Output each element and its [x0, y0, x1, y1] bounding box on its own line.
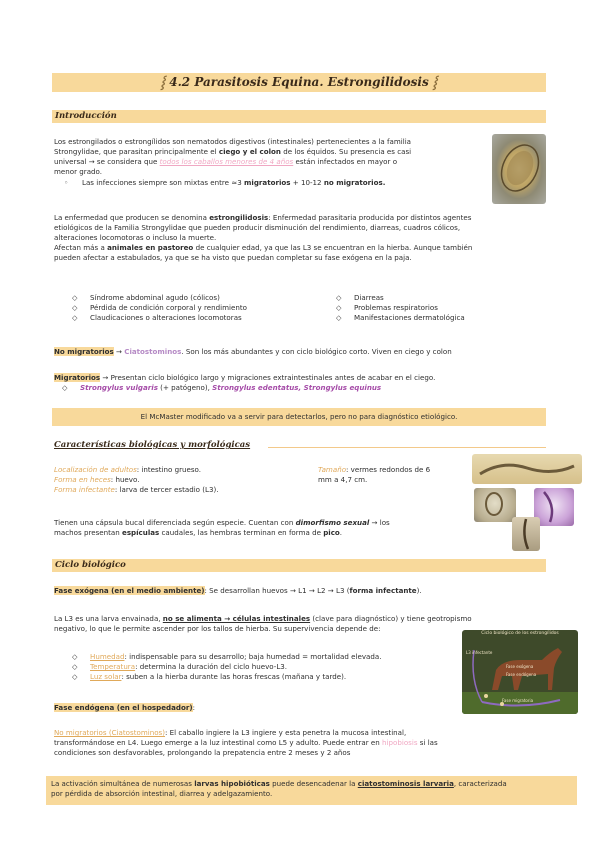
list-item: [336, 303, 546, 313]
caract-line: [54, 528, 454, 538]
highlight-label: Fase endógena (en el hospedador): [54, 703, 193, 712]
list-item-text: Claudicaciones o alteraciones locomotoras: [90, 313, 242, 323]
list-item: [72, 662, 472, 672]
text: (clave para diagnóstico) y tiene geotropismo: [310, 614, 472, 623]
text: : vermes redondos de 6: [346, 465, 431, 474]
page-title-text: 4.2 Parasitosis Equina. Estrongilidosis: [169, 75, 429, 89]
egg-microscope-icon: [492, 134, 546, 204]
orange-label: Localización de adultos: [54, 465, 137, 474]
intro-line: [54, 147, 490, 157]
endogena-paragraph: [54, 728, 548, 758]
caract-line: [54, 485, 310, 495]
list-item-text: [90, 652, 381, 662]
bullet-icon: ◇: [62, 383, 68, 393]
bold-text: animales en pastoreo: [107, 243, 194, 253]
ciatostominosis-note: [46, 776, 577, 805]
worm-image-2: [474, 488, 516, 522]
intro-line: etiológicos de la Familia Strongylidae que pueden producir disminución del rendimiento, diarreas, cuadros cólicos,: [54, 223, 461, 233]
text: de cualquier edad, ya que las L3 se encuentran en la hierba. Aunque también: [193, 243, 473, 253]
intro-line: Los estrongilados o estrongílidos son nematodos digestivos (intestinales) pertenecientes a la familia: [54, 137, 412, 146]
list-item: [72, 293, 312, 303]
list-item: [336, 313, 546, 323]
text: están infectados en mayor o: [293, 157, 398, 167]
text: : Se desarrollan huevos → L1 → L2 → L3 (: [204, 586, 350, 595]
fase-exogena-line: [54, 586, 548, 596]
diagram-label: L3 infectante: [466, 650, 493, 655]
diagram-label: Fase migratoria: [502, 698, 534, 703]
text: :: [192, 703, 195, 712]
spicule-icon: [534, 488, 574, 526]
orange-label: Forma infectante: [54, 485, 115, 495]
migratorios-line: [54, 373, 548, 383]
fase-endogena-line: [54, 703, 454, 713]
flourish-left-icon: ⸾: [160, 75, 166, 89]
text: Afectan más a: [54, 243, 108, 253]
text: Tienen una cápsula bucal diferenciada según especie. Cuentan con: [54, 518, 296, 527]
note-text: El McMaster modificado va a servir para detectarlos, pero no para diagnóstico etiológico.: [140, 412, 458, 421]
text: : El caballo ingiere la L3 ingiere y esta penetra la mucosa intestinal,: [165, 728, 407, 737]
species-text: Strongylus edentatus, Strongylus equinus: [212, 383, 382, 393]
bold-text: no migratorios.: [323, 178, 386, 188]
symptoms-list-right: [336, 293, 546, 323]
text: .: [339, 528, 343, 538]
bold-text: no se alimenta → células intestinales: [162, 614, 311, 623]
text: machos presentan: [54, 528, 123, 538]
highlight-label: Migratorios: [54, 373, 101, 382]
life-cycle-diagram: [462, 630, 578, 714]
list-item-text: Manifestaciones dermatológica: [354, 313, 465, 323]
text: de los équidos. Su presencia es casi: [280, 147, 412, 157]
diagram-label: Fase endógena: [506, 672, 537, 677]
list-item: [72, 672, 472, 682]
section-heading-caract: [54, 439, 548, 452]
note-line: [51, 779, 572, 789]
endo-line: [54, 728, 548, 738]
text: : huevo.: [110, 475, 140, 485]
l3-line: negativo, lo que le permite ascender por los tallos de hierba. Su supervivencia depende de:: [54, 624, 381, 634]
intro-line: menor grado.: [54, 167, 103, 177]
text: La enfermedad que producen se denomina: [54, 213, 210, 222]
text: : intestino grueso.: [136, 465, 202, 474]
orange-label: No migratorios (Ciatostominos): [54, 728, 166, 737]
caract-right: [318, 465, 458, 485]
text: puede desencadenar la: [269, 779, 358, 788]
text: (+ patógeno),: [157, 383, 213, 393]
list-item: [72, 313, 312, 323]
text: transformándose en L4. Luego emerge a la luz intestinal como L5 y adulto. Puede entrar en: [54, 738, 383, 748]
caract-line: [54, 475, 310, 485]
list-item-text: Problemas respiratorios: [354, 303, 438, 313]
text: ).: [416, 586, 422, 595]
ciclo-heading-text: Ciclo biológico: [55, 560, 126, 570]
no-migratorios-line: [54, 347, 548, 357]
text: → Presentan ciclo biológico largo y migraciones extraintestinales antes de acabar en el ciego.: [100, 373, 436, 382]
endo-line: [54, 738, 548, 748]
intro-paragraph-1: [54, 137, 490, 188]
pink-text: hipobiosis: [382, 738, 418, 748]
symptoms-list-left: [72, 293, 312, 323]
parasite-egg-image: [492, 134, 546, 204]
text: Strongylidae, que parasitan principalmente el: [54, 147, 219, 157]
text: + 10-12: [290, 178, 324, 188]
list-item-text: Diarreas: [354, 293, 384, 302]
bullet-icon: ◇: [72, 652, 78, 661]
orange-label: Luz solar: [90, 672, 122, 682]
worm-image-4: [512, 517, 540, 551]
section-heading-ciclo: [52, 559, 546, 572]
orange-label: Forma en heces: [54, 475, 111, 485]
text: : determina la duración del ciclo huevo-L3.: [135, 662, 288, 672]
caract-line: mm a 4,7 cm.: [318, 475, 368, 485]
migratorios-block: [54, 373, 548, 393]
text: La activación simultánea de numerosas: [51, 779, 195, 788]
bold-text: pico: [323, 528, 340, 538]
bold-text: ciatostominosis larvaria: [357, 779, 454, 788]
caract-line: [54, 465, 310, 475]
text: : Enfermedad parasitaria producida por distintos agentes: [268, 213, 472, 222]
pink-text: todos los caballos menores de 4 años: [159, 157, 294, 167]
list-item-text: Síndrome abdominal agudo (cólicos): [90, 293, 220, 302]
bullet-icon: ◇: [336, 293, 342, 302]
list-item: [72, 303, 312, 313]
text: caudales, las hembras terminan en forma de: [159, 528, 324, 538]
bold-text: espículas: [122, 528, 160, 538]
intro-line: [54, 243, 548, 253]
bold-text: larvas hipobióticas: [194, 779, 270, 788]
caract-line: [318, 465, 458, 475]
orange-label: Humedad: [90, 652, 125, 661]
list-item-text: [90, 672, 346, 682]
arrow-text: →: [113, 347, 125, 356]
tail-icon: [512, 517, 540, 551]
list-item: [64, 178, 490, 188]
caract-paragraph: [54, 518, 454, 538]
orange-label: Tamaño: [318, 465, 347, 474]
bullet-icon: ◇: [72, 293, 78, 302]
factors-list: [72, 652, 472, 682]
flourish-right-icon: ⸾: [432, 75, 438, 89]
list-item-text: Pérdida de condición corporal y rendimiento: [90, 303, 247, 313]
capsule-icon: [474, 488, 516, 522]
bullet-icon: ◇: [72, 303, 78, 313]
bullet-icon: ◇: [336, 313, 342, 323]
worm-image-1: [472, 454, 582, 484]
worm-image-3: [534, 488, 574, 526]
intro-line: pueden afectar a estabulados, ya que se ha visto que puedan completar su fase exógena en la paja.: [54, 253, 412, 263]
list-item: [62, 383, 548, 393]
text: → los: [369, 518, 390, 527]
text: si las: [417, 738, 438, 748]
bullet-icon: ◇: [72, 672, 78, 682]
caract-heading-text: Características biológicas y morfológicas: [54, 440, 251, 450]
text: universal → se considera que: [54, 157, 160, 167]
caract-left: [54, 465, 310, 495]
text: . Son los más abundantes y con ciclo biológico corto. Viven en ciego y colon: [181, 347, 452, 356]
bold-text: estrongilidosis: [209, 213, 269, 222]
caract-line: [54, 518, 454, 528]
text: : larva de tercer estadio (L3).: [114, 485, 219, 495]
bullet-icon: ◇: [72, 662, 78, 672]
heading-rule: [268, 447, 546, 448]
mcmaster-note: [52, 408, 546, 426]
diagram-title: Ciclo biológico de los estrongílidos: [481, 631, 559, 636]
page-title: [52, 73, 546, 92]
text: , caracterizada: [453, 779, 507, 788]
text: La L3 es una larva envainada,: [54, 614, 163, 623]
section-heading-intro: [52, 110, 546, 123]
list-item-text: [90, 662, 287, 672]
text: : suben a la hierba durante las horas frescas (mañana y tarde).: [121, 672, 347, 682]
intro-line: [54, 213, 548, 223]
list-item-text: [82, 178, 385, 188]
intro-line: [54, 157, 490, 167]
endo-line: condiciones son desfavorables, prolongando la prepatencia entre 2 meses y 2 años: [54, 748, 351, 758]
intro-paragraph-2: [54, 213, 548, 263]
bold-text: ciego y el colon: [218, 147, 281, 157]
bold-text: forma infectante: [349, 586, 417, 595]
ciatostominos-text: Ciatostominos: [124, 347, 182, 356]
text: Las infecciones siempre son mixtas entre ≈3: [82, 178, 245, 188]
species-text: Strongylus vulgaris: [80, 383, 158, 393]
intro-heading-text: Introducción: [55, 111, 117, 121]
text: : indispensable para su desarrollo; baja humedad = mortalidad elevada.: [124, 652, 382, 661]
list-item-text: [80, 383, 381, 393]
bold-text: dimorfismo sexual: [295, 518, 370, 527]
l3-line: [54, 614, 548, 624]
intro-line: alteraciones locomotoras o incluso la muerte.: [54, 233, 217, 243]
highlight-label: No migratorios: [54, 347, 114, 356]
list-item: [336, 293, 546, 303]
bold-text: migratorios: [244, 178, 291, 188]
orange-label: Temperatura: [90, 662, 136, 672]
worm-icon: [472, 454, 582, 484]
note-line: por pérdida de absorción intestinal, diarrea y adelgazamiento.: [51, 789, 273, 799]
list-item: [72, 652, 472, 662]
diagram-label: Fase exógena: [506, 664, 534, 669]
bullet-icon: ◇: [72, 313, 78, 323]
bullet-icon: ◦: [64, 178, 69, 188]
bullet-icon: ◇: [336, 303, 342, 313]
highlight-label: Fase exógena (en el medio ambiente): [54, 586, 205, 595]
